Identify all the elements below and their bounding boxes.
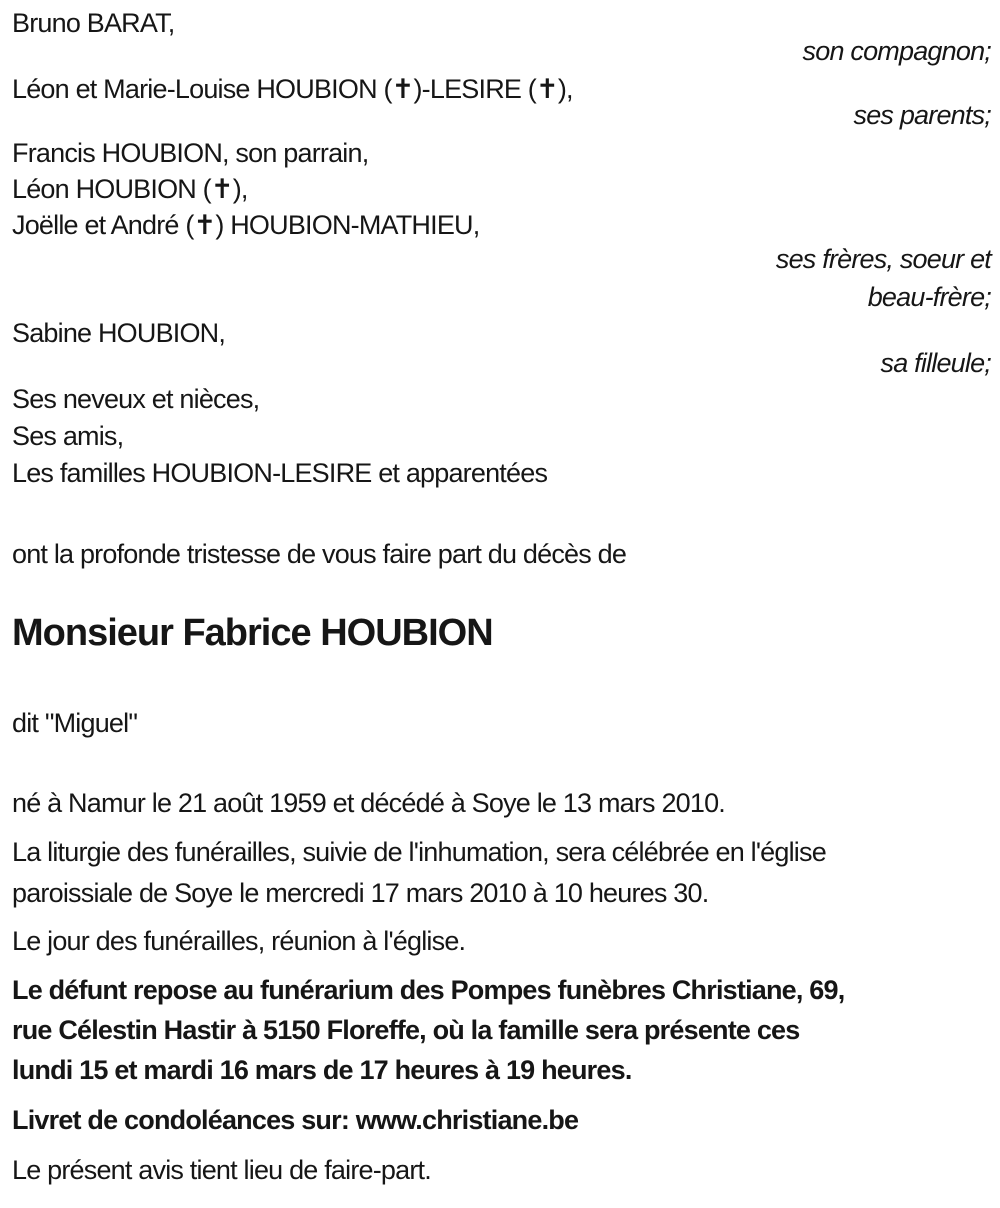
mourner-name-line: Ses amis, <box>12 421 124 451</box>
mourner-name-line: Bruno BARAT, <box>12 8 175 38</box>
relation-label-line: sa filleule; <box>880 348 991 378</box>
mourner-name-line: Les familles HOUBION-LESIRE et apparentées <box>12 458 548 488</box>
mourner-name-line: Joëlle et André (✝) HOUBION-MATHIEU, <box>12 210 480 240</box>
repose-info-line: Le défunt repose au funérarium des Pompes funèbres Christiane, 69, <box>12 975 845 1005</box>
repose-info-line: rue Célestin Hastir à 5150 Floreffe, où la famille sera présente ces <box>12 1015 800 1045</box>
repose-info-line: lundi 15 et mardi 16 mars de 17 heures à 19 heures. <box>12 1055 632 1085</box>
deceased-name-title: Monsieur Fabrice HOUBION <box>12 612 493 654</box>
closing-line: Le présent avis tient lieu de faire-part. <box>12 1155 431 1185</box>
condolence-book-line: Livret de condoléances sur: www.christiane.be <box>12 1105 579 1135</box>
mourner-name-line: Léon HOUBION (✝), <box>12 174 248 204</box>
mourner-name-line: Sabine HOUBION, <box>12 318 226 348</box>
funeral-info-line: Le jour des funérailles, réunion à l'église. <box>12 926 466 956</box>
relation-label-line: ses frères, soeur et <box>775 244 991 274</box>
mourner-name-line: Francis HOUBION, son parrain, <box>12 138 369 168</box>
relation-label-line: son compagnon; <box>802 36 991 66</box>
intro-line: ont la profonde tristesse de vous faire part du décès de <box>12 539 627 569</box>
alias-line: dit "Miguel" <box>12 708 138 738</box>
mourner-name-line: Ses neveux et nièces, <box>12 384 260 414</box>
mourner-name-line: Léon et Marie-Louise HOUBION (✝)-LESIRE (✝), <box>12 74 573 104</box>
funeral-info-line: La liturgie des funérailles, suivie de l'inhumation, sera célébrée en l'église <box>12 837 826 867</box>
relation-label-line: beau-frère; <box>867 282 991 312</box>
relation-label-line: ses parents; <box>853 100 991 130</box>
birth-death-line: né à Namur le 21 août 1959 et décédé à Soye le 13 mars 2010. <box>12 788 726 818</box>
funeral-info-line: paroissiale de Soye le mercredi 17 mars 2010 à 10 heures 30. <box>12 878 709 908</box>
